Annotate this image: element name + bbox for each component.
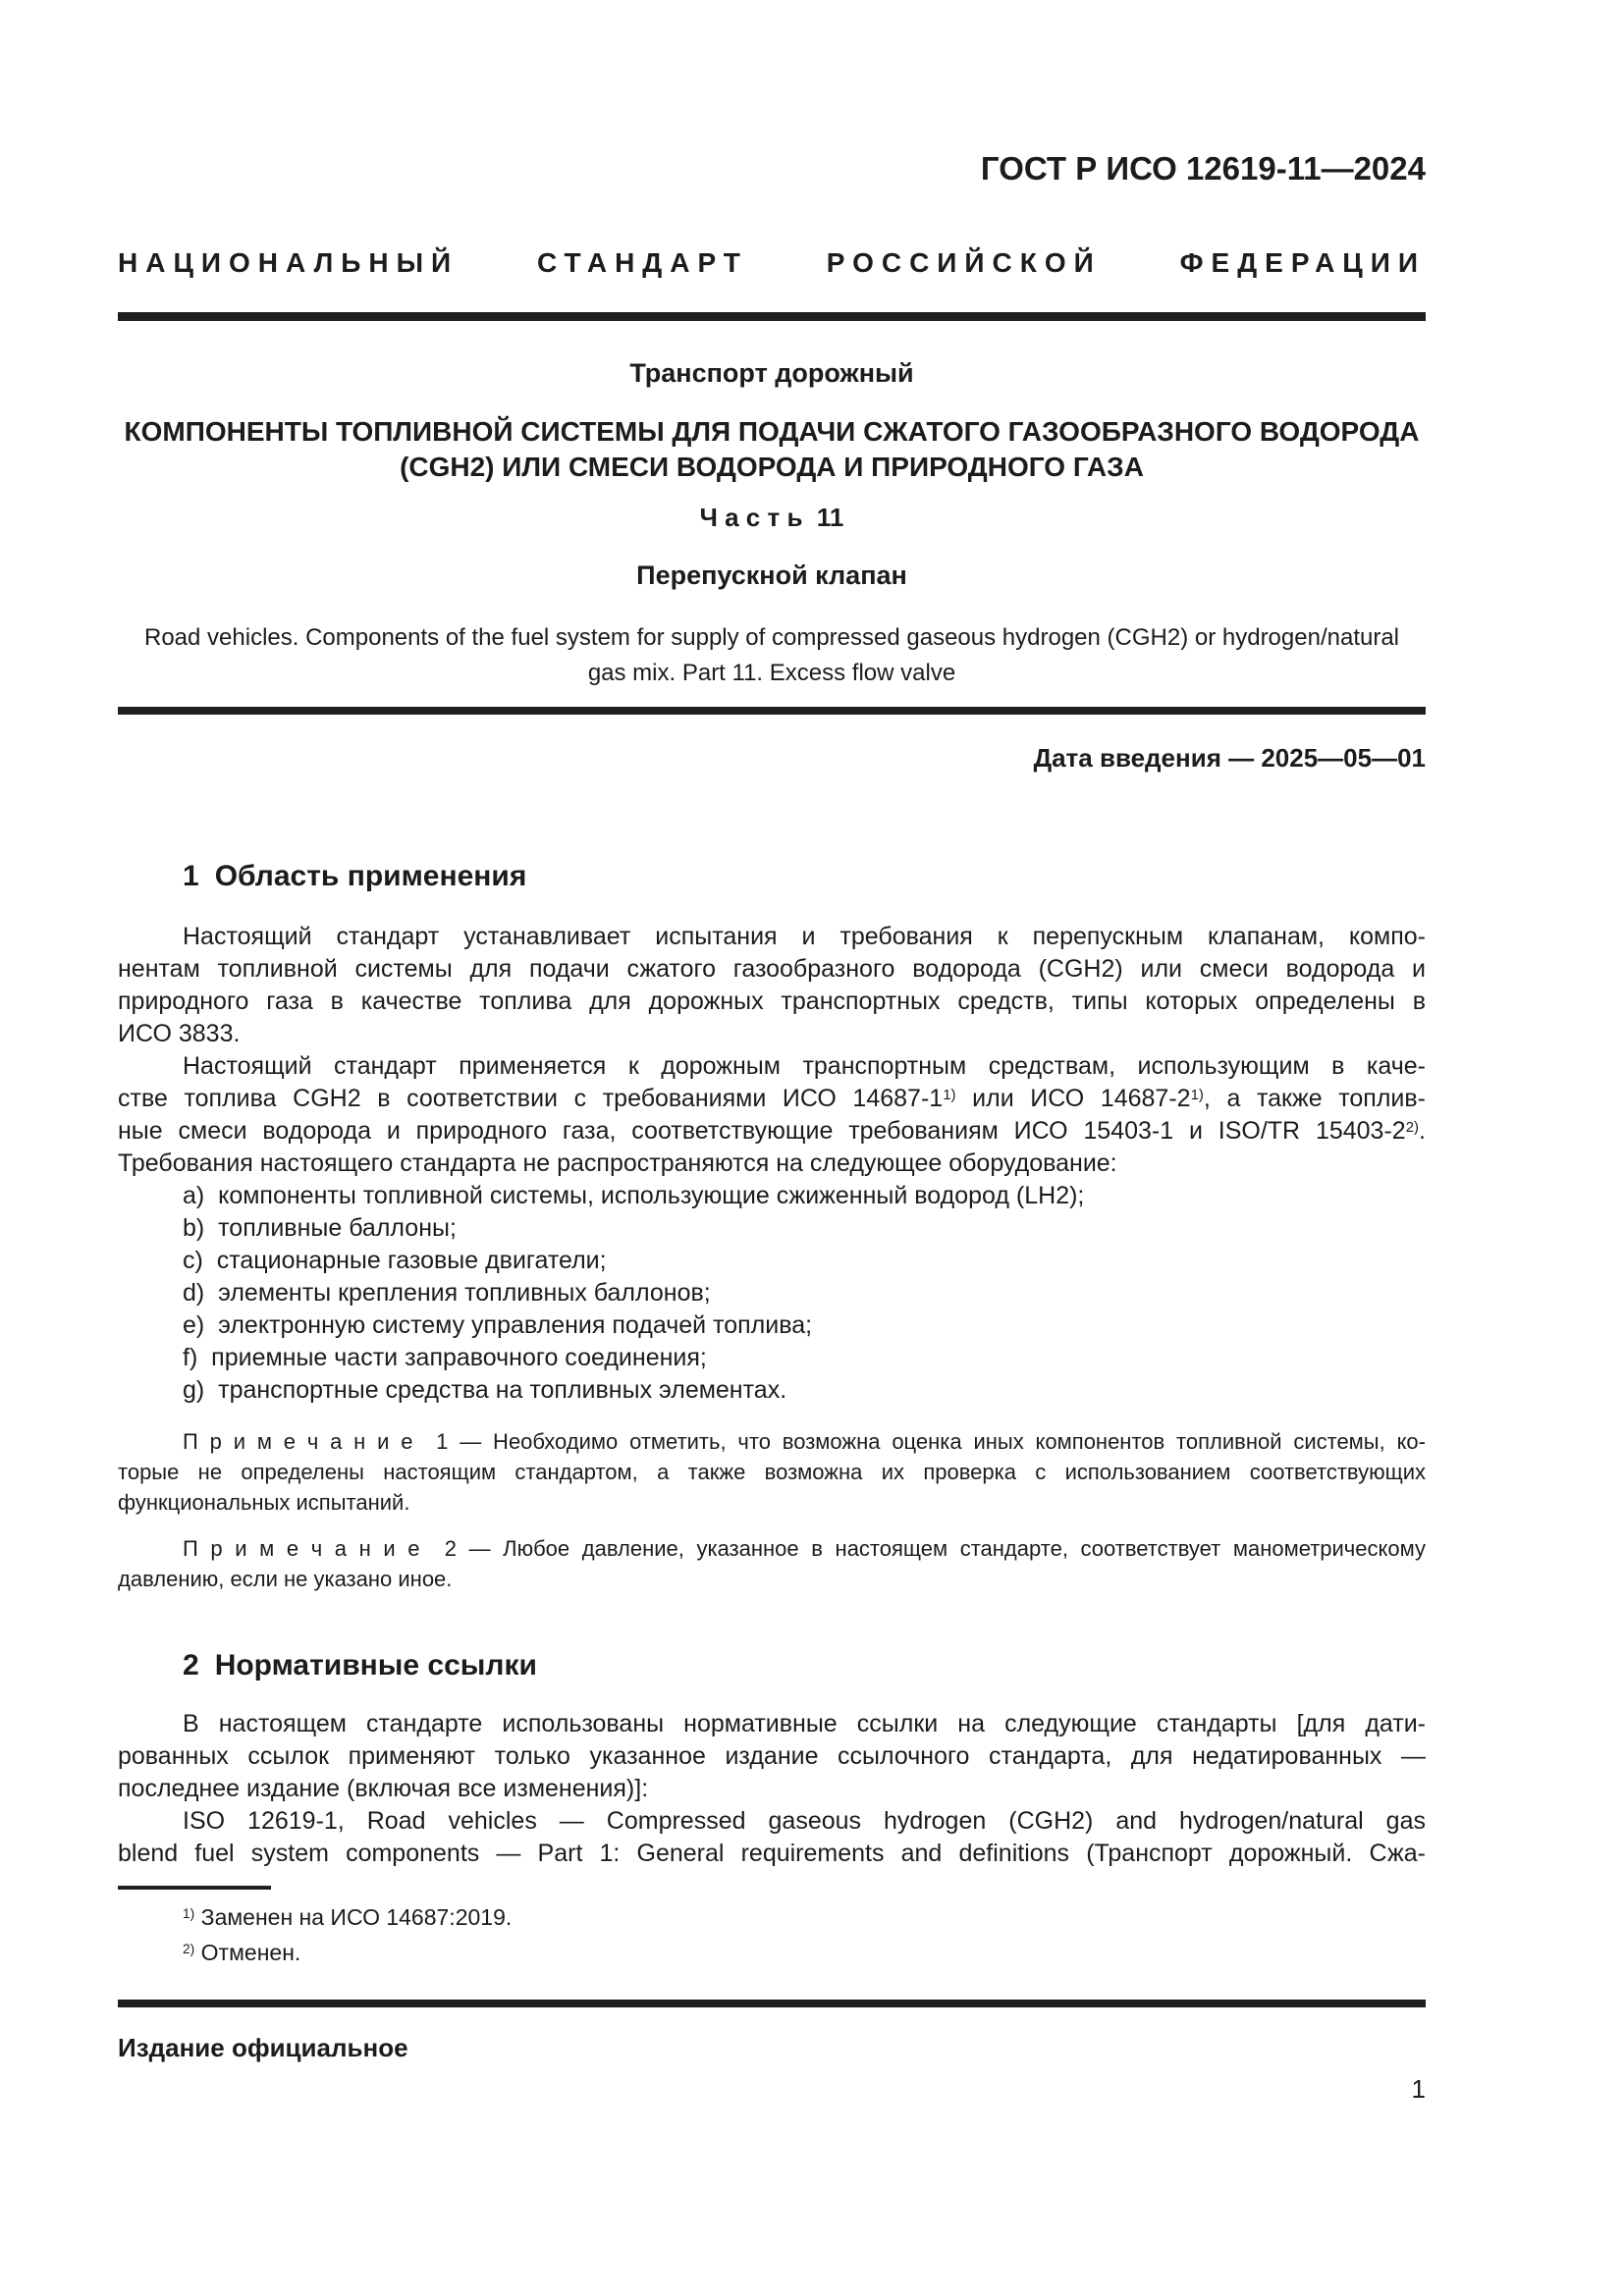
- text-line: ИСО 3833.: [118, 1020, 241, 1047]
- text-line: рованных ссылок применяют только указанное издание ссылочного стандарта, для недатированных —: [118, 1742, 1426, 1770]
- text-line: $^{1)}$ Заменен на ИСО 14687:2019.: [183, 1904, 513, 1930]
- text-line: Настоящий стандарт устанавливает испытания и требования к перепускным клапанам, компо-: [183, 923, 1426, 950]
- text-line: a) компоненты топливной системы, использующие сжиженный водород (LH2);: [183, 1182, 1085, 1209]
- footer-rule: [118, 2000, 1426, 2007]
- section-2-title: Нормативные ссылки: [214, 1649, 537, 1682]
- english-title: [118, 620, 1426, 691]
- section-2-number: 2: [183, 1649, 199, 1682]
- text-line: g) транспортные средства на топливных элементах.: [183, 1376, 787, 1404]
- footnotes: [118, 1899, 1426, 1970]
- edition-note: Издание официальное: [118, 2033, 408, 2062]
- text-line: нентам топливной системы для подачи сжатого газообразного водорода (CGH2) или смеси водорода и: [118, 955, 1426, 983]
- reference-iso-12619-1: [118, 1805, 1426, 1870]
- main-title: [118, 414, 1426, 485]
- page-content: [118, 149, 1426, 2104]
- scope-exclusion-list: [118, 1180, 1426, 1407]
- title-subject: Транспорт дорожный: [629, 358, 914, 388]
- title-rule: [118, 707, 1426, 715]
- text-line: $^{2)}$ Отменен.: [183, 1940, 301, 1965]
- note-2: [118, 1533, 1426, 1594]
- header-rule: [118, 312, 1426, 321]
- text-line: П р и м е ч а н и е 2 — Любое давление, указанное в настоящем стандарте, соответствует манометрическому: [183, 1536, 1426, 1561]
- national-standard-banner: НАЦИОНАЛЬНЫЙ СТАНДАРТ РОССИЙСКОЙ ФЕДЕРАЦИИ: [118, 247, 1426, 278]
- scope-paragraph-1: [118, 921, 1426, 1050]
- text-line: стве топлива CGH2 в соответствии с требованиями ИСО 14687-1$^{1)}$ или ИСО 14687-2$^{1)}$, а также топлив-: [118, 1085, 1426, 1112]
- text-line: торые не определены настоящим стандартом, а также возможна их проверка с использованием соответствующих: [118, 1460, 1426, 1484]
- text-line: d) элементы крепления топливных баллонов;: [183, 1279, 711, 1307]
- english-title-line: Road vehicles. Components of the fuel system for supply of compressed gaseous hydrogen (CGH2) or hydrogen/natural: [144, 624, 1399, 651]
- section-1-title: Область применения: [214, 860, 527, 892]
- english-title-line: gas mix. Part 11. Excess flow valve: [587, 660, 956, 686]
- note-1: [118, 1426, 1426, 1518]
- text-line: давлению, если не указано иное.: [118, 1567, 453, 1591]
- text-line: blend fuel system components — Part 1: General requirements and definitions (Транспорт дорожный. Сжа-: [118, 1840, 1426, 1867]
- text-line: b) топливные баллоны;: [183, 1214, 457, 1242]
- text-line: П р и м е ч а н и е 1 — Необходимо отметить, что возможна оценка иных компонентов топливной системы, ко-: [183, 1429, 1426, 1454]
- effective-date: Дата введения — 2025—05—01: [1033, 743, 1426, 773]
- section-2-heading: [118, 1649, 1426, 1682]
- text-line: природного газа в качестве топлива для дорожных транспортных средств, типы которых определены в: [118, 988, 1426, 1015]
- text-line: Настоящий стандарт применяется к дорожным транспортным средствам, использующим в каче-: [183, 1052, 1426, 1080]
- doc-code: ГОСТ Р ИСО 12619-11—2024: [980, 150, 1426, 187]
- text-line: f) приемные части заправочного соединения;: [183, 1344, 707, 1371]
- text-line: c) стационарные газовые двигатели;: [183, 1247, 607, 1274]
- references-paragraph: [118, 1708, 1426, 1805]
- part-title: Перепускной клапан: [636, 561, 907, 590]
- main-title-line: (CGH2) ИЛИ СМЕСИ ВОДОРОДА И ПРИРОДНОГО ГАЗА: [400, 452, 1144, 482]
- section-1-heading: [118, 860, 1426, 893]
- main-title-line: КОМПОНЕНТЫ ТОПЛИВНОЙ СИСТЕМЫ ДЛЯ ПОДАЧИ СЖАТОГО ГАЗООБРАЗНОГО ВОДОРОДА: [124, 416, 1420, 447]
- text-line: Требования настоящего стандарта не распространяются на следующее оборудование:: [118, 1149, 1117, 1177]
- text-line: последнее издание (включая все изменения)]:: [118, 1775, 649, 1802]
- footnote-separator: [118, 1886, 271, 1890]
- text-line: ные смеси водорода и природного газа, соответствующие требованиям ИСО 15403-1 и ISO/TR 15403-2$^{2)}$.: [118, 1117, 1426, 1145]
- scope-paragraph-2: [118, 1050, 1426, 1180]
- text-line: В настоящем стандарте использованы нормативные ссылки на следующие стандарты [для дати-: [183, 1710, 1426, 1737]
- text-line: e) электронную систему управления подачей топлива;: [183, 1311, 813, 1339]
- text-line: ISO 12619-1, Road vehicles — Compressed gaseous hydrogen (CGH2) and hydrogen/natural gas: [183, 1807, 1426, 1835]
- text-line: функциональных испытаний.: [118, 1490, 410, 1515]
- section-1-number: 1: [183, 860, 199, 892]
- page-number: 1: [1411, 2074, 1426, 2104]
- part-label: Ч а с т ь 11: [699, 503, 844, 532]
